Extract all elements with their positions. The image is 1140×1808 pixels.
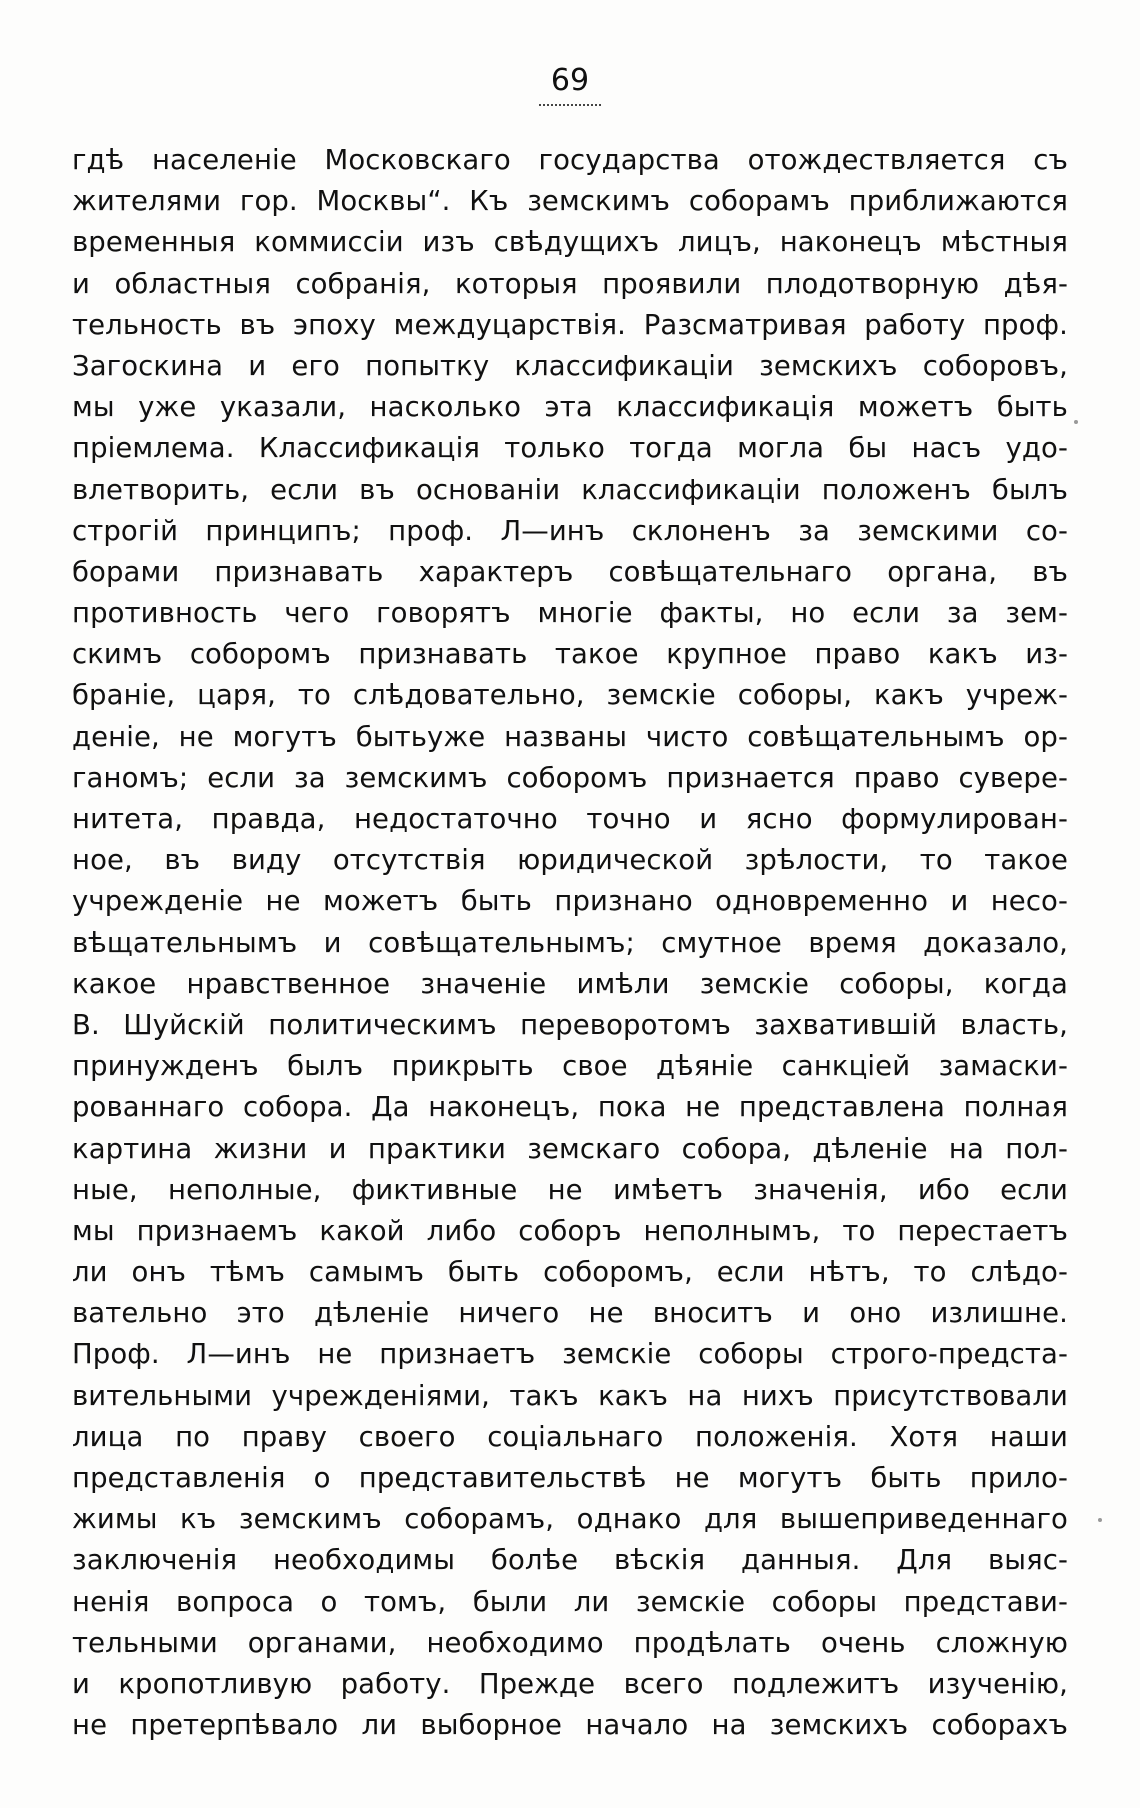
print-speck: [1074, 420, 1078, 424]
text-line: ганомъ; если за земскимъ соборомъ признается право сувере-: [72, 761, 1068, 794]
text-line: мы уже указали, насколько эта классификація можетъ быть: [72, 391, 1068, 424]
text-line: браніе, царя, то слѣдовательно, земскіе соборы, какъ учреж-: [72, 679, 1068, 712]
text-line: ное, въ виду отсутствія юридической зрѣлости, то такое: [72, 844, 1068, 877]
text-line: противность чего говорятъ многіе факты, но если за зем-: [72, 597, 1068, 630]
page-number-text: 69: [539, 64, 601, 106]
text-line: и областныя собранія, которыя проявили плодотворную дѣя-: [72, 267, 1068, 300]
text-line: тельными органами, необходимо продѣлать очень сложную: [72, 1626, 1068, 1659]
text-line: жимы къ земскимъ соборамъ, однако для вышеприведеннаго: [72, 1503, 1068, 1536]
text-line: скимъ соборомъ признавать такое крупное право какъ из-: [72, 638, 1068, 671]
text-line: Загоскина и его попытку классификаціи земскихъ соборовъ,: [72, 349, 1068, 382]
text-line: тельность въ эпоху междуцарствія. Разсматривая работу проф.: [72, 308, 1068, 341]
text-line: ли онъ тѣмъ самымъ быть соборомъ, если нѣтъ, то слѣдо-: [72, 1256, 1068, 1289]
text-line: и кропотливую работу. Прежде всего подлежитъ изученію,: [72, 1667, 1068, 1700]
text-line: пріемлема. Классификація только тогда могла бы насъ удо-: [72, 432, 1068, 465]
text-line: борами признавать характеръ совѣщательнаго органа, въ: [72, 555, 1068, 588]
text-line: учрежденіе не можетъ быть признано одновременно и несо-: [72, 885, 1068, 918]
text-line: мы признаемъ какой либо соборъ неполнымъ, то перестаетъ: [72, 1214, 1068, 1247]
body-text: [72, 140, 1068, 1746]
text-line: не претерпѣвало ли выборное начало на земскихъ соборахъ: [72, 1709, 1068, 1742]
text-line: ные, неполные, фиктивные не имѣетъ значенія, ибо если: [72, 1173, 1068, 1206]
text-line: картина жизни и практики земскаго собора, дѣленіе на пол-: [72, 1132, 1068, 1165]
text-line: принужденъ былъ прикрыть свое дѣяніе санкціей замаски-: [72, 1050, 1068, 1083]
text-line: Проф. Л—инъ не признаетъ земскіе соборы строго-предста-: [72, 1338, 1068, 1371]
text-line: рованнаго собора. Да наконецъ, пока не представлена полная: [72, 1091, 1068, 1124]
print-speck: [1098, 1518, 1102, 1522]
text-line: деніе, не могутъ бытьуже названы чисто совѣщательнымъ ор-: [72, 720, 1068, 753]
text-line: вѣщательнымъ и совѣщательнымъ; смутное время доказало,: [72, 926, 1068, 959]
text-line: влетворить, если въ основаніи классификаціи положенъ былъ: [72, 473, 1068, 506]
text-line: временныя коммиссіи изъ свѣдущихъ лицъ, наконецъ мѣстныя: [72, 226, 1068, 259]
text-line: какое нравственное значеніе имѣли земскіе соборы, когда: [72, 967, 1068, 1000]
text-line: представленія о представительствѣ не могутъ быть прило-: [72, 1462, 1068, 1494]
text-line: В. Шуйскій политическимъ переворотомъ захватившій власть,: [72, 1008, 1068, 1041]
text-line: гдѣ населеніе Московскаго государства отождествляется съ: [72, 144, 1068, 176]
text-line: вательно это дѣленіе ничего не вноситъ и оно излишне.: [72, 1297, 1068, 1330]
page-number: [0, 64, 1140, 106]
text-line: строгій принципъ; проф. Л—инъ склоненъ за земскими со-: [72, 514, 1068, 547]
text-line: жителями гор. Москвы“. Къ земскимъ соборамъ приближаются: [72, 185, 1068, 218]
text-line: вительными учрежденіями, такъ какъ на нихъ присутствовали: [72, 1379, 1068, 1412]
text-line: ненія вопроса о томъ, были ли земскіе соборы представи-: [72, 1585, 1068, 1618]
text-line: лица по праву своего соціальнаго положенія. Хотя наши: [72, 1420, 1068, 1453]
text-line: заключенія необходимы болѣе вѣскія данныя. Для выяс-: [72, 1544, 1068, 1577]
text-line: нитета, правда, недостаточно точно и ясно формулирован-: [72, 803, 1068, 835]
